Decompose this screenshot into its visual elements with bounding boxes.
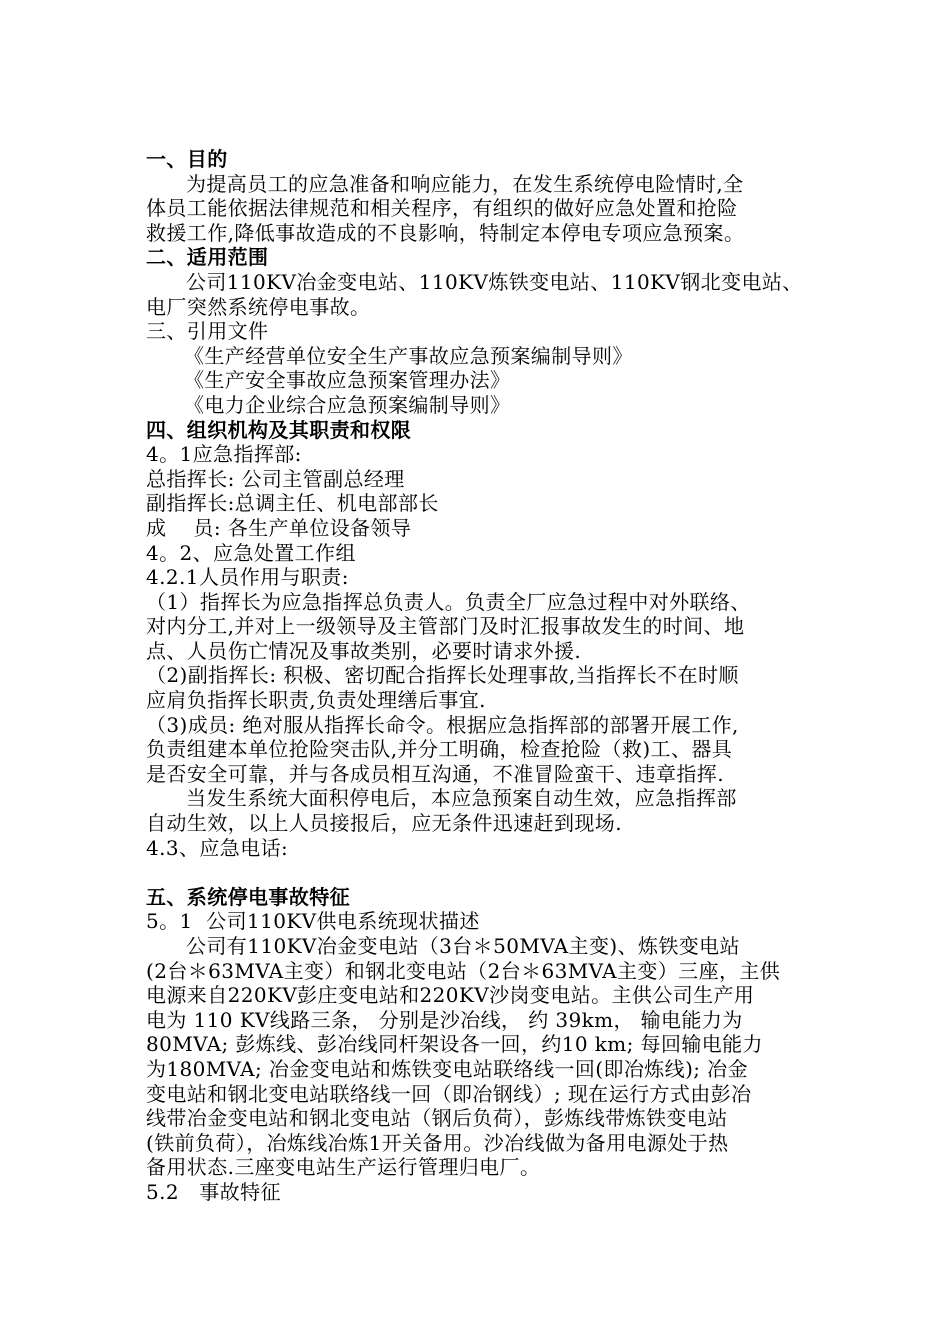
subheading: 4.3、应急电话:: [146, 835, 289, 860]
paragraph-line: 副指挥长:总调主任、机电部部长: [146, 491, 439, 516]
paragraph-line: 公司有110KV冶金变电站（3台＊50MVA主变)、炼铁变电站: [186, 934, 740, 958]
paragraph-line: 总指挥长: 公司主管副总经理: [146, 466, 405, 491]
paragraph-line: 电厂突然系统停电事故。: [146, 294, 371, 319]
paragraph-line: （3)成员: 绝对服从指挥长命令。根据应急指挥部的部署开展工作,: [146, 712, 739, 737]
paragraph-line: 是否安全可靠，并与各成员相互沟通，不准冒险蛮干、违章指挥.: [146, 761, 724, 786]
paragraph-line: 点、人员伤亡情况及事故类别，必要时请求外援.: [146, 638, 582, 663]
paragraph-line: 救援工作,降低事故造成的不良影响，特制定本停电专项应急预案。: [146, 220, 745, 245]
paragraph-line: 为提高员工的应急准备和响应能力，在发生系统停电险情时,全: [186, 171, 744, 196]
reference-item: 《电力企业综合应急预案编制导则》: [184, 392, 511, 417]
paragraph-line: 自动生效，以上人员接报后，应无条件迅速赶到现场.: [146, 811, 622, 836]
paragraph-line: 线带冶金变电站和钢北变电站（钢后负荷），彭炼线带炼铁变电站: [146, 1106, 728, 1131]
paragraph-line: 当发生系统大面积停电后，本应急预案自动生效，应急指挥部: [186, 786, 737, 811]
heading-references: 三、引用文件: [146, 319, 269, 344]
paragraph-line: （1）指挥长为应急指挥总负责人。负责全厂应急过程中对外联络、: [146, 589, 751, 614]
blank-line: [146, 860, 826, 885]
reference-item: 《生产安全事故应急预案管理办法》: [184, 368, 511, 393]
paragraph-line: 为180MVA; 冶金变电站和炼铁变电站联络线一回(即冶炼线); 冶金: [146, 1056, 748, 1081]
paragraph-line: (铁前负荷），冶炼线冶炼1开关备用。沙冶线做为备用电源处于热: [146, 1130, 729, 1155]
paragraph-line: 电为 110 KV线路三条， 分别是沙冶线， 约 39km， 输电能力为: [146, 1007, 743, 1032]
heading-outage-features: 五、系统停电事故特征: [146, 884, 350, 909]
paragraph-line: 80MVA; 彭炼线、彭冶线同杆架设各一回，约10 km; 每回输电能力: [146, 1032, 763, 1057]
subheading: 4。2、应急处置工作组: [146, 540, 356, 565]
heading-scope: 二、适用范围: [146, 245, 269, 270]
heading-organization: 四、组织机构及其职责和权限: [146, 417, 412, 442]
paragraph-line: （2)副指挥长: 积极、密切配合指挥长处理事故,当指挥长不在时顺: [146, 663, 739, 688]
subheading: 5.2 事故特征: [146, 1179, 281, 1204]
paragraph-line: 备用状态.三座变电站生产运行管理归电厂。: [146, 1155, 541, 1180]
paragraph-line: 负责组建本单位抢险突击队,并分工明确，检查抢险（救)工、器具: [146, 737, 733, 762]
paragraph-line: 电源来自220KV彭庄变电站和220KV沙岗变电站。主供公司生产用: [146, 983, 755, 1008]
paragraph-line: 体员工能依据法律规范和相关程序，有组织的做好应急处置和抢险: [146, 196, 738, 221]
subheading: 4.2.1人员作用与职责:: [146, 565, 349, 590]
paragraph-line: 对内分工,并对上一级领导及主管部门及时汇报事故发生的时间、地: [146, 614, 745, 639]
paragraph-line: (2台＊63MVA主变）和钢北变电站（2台＊63MVA主变）三座，主供: [146, 958, 781, 983]
paragraph-line: 公司110KV冶金变电站、110KV炼铁变电站、110KV钢北变电站、: [186, 269, 803, 294]
subheading: 4。1应急指挥部:: [146, 442, 302, 467]
reference-item: 《生产经营单位安全生产事故应急预案编制导则》: [184, 343, 633, 368]
heading-purpose: 一、目的: [146, 147, 228, 171]
paragraph-line: 成 员: 各生产单位设备领导: [146, 515, 412, 540]
paragraph-line: 应肩负指挥长职责,负责处理缮后事宜.: [146, 688, 486, 713]
paragraph-line: 变电站和钢北变电站联络线一回（即冶钢线）; 现在运行方式由彭冶: [146, 1081, 752, 1106]
document-page: [146, 147, 826, 1205]
subheading: 5。1 公司110KV供电系统现状描述: [146, 909, 480, 934]
